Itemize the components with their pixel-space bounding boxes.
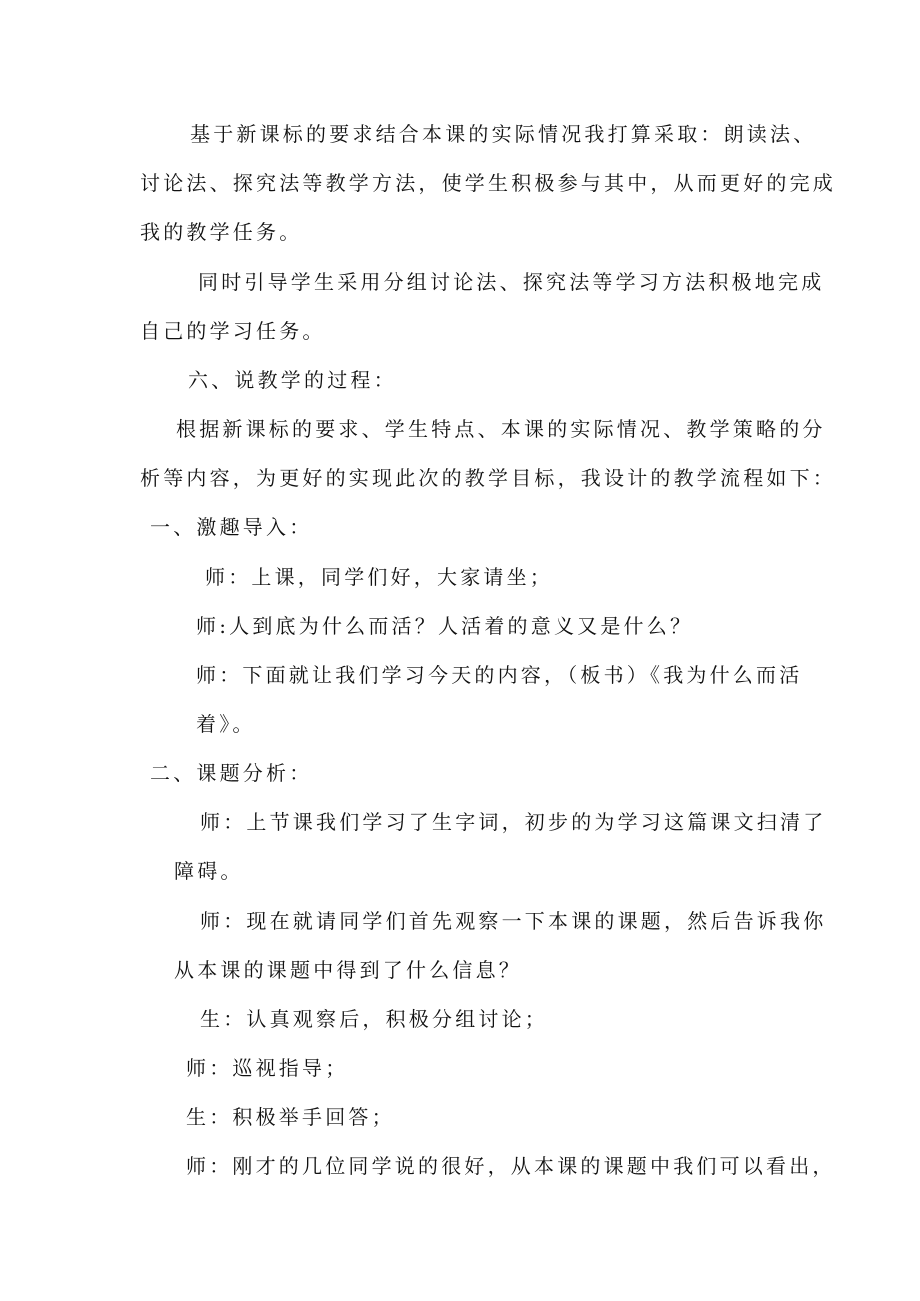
dialogue-line: 着》。: [196, 712, 256, 736]
dialogue-line: 师:人到底为什么而活？人活着的意义又是什么？: [196, 614, 694, 638]
section-heading: 二、课题分析：: [150, 761, 313, 785]
paragraph-line: 讨论法、探究法等教学方法，使学生积极参与其中，从而更好的完成: [140, 171, 836, 195]
dialogue-line: 生：认真观察后，积极分组讨论；: [200, 1007, 548, 1031]
paragraph-line: 自己的学习任务。: [140, 319, 326, 343]
dialogue-line: 师：上节课我们学习了生字词，初步的为学习这篇课文扫清了: [200, 810, 827, 834]
dialogue-line: 生：积极举手回答；: [186, 1105, 395, 1129]
dialogue-line: 师：上课，同学们好，大家请坐；: [205, 565, 553, 589]
dialogue-line: 从本课的课题中得到了什么信息？: [174, 958, 522, 982]
dialogue-line: 师：巡视指导；: [186, 1056, 349, 1080]
paragraph-line: 析等内容，为更好的实现此次的教学目标，我设计的教学流程如下：: [140, 466, 836, 490]
dialogue-line: 师：刚才的几位同学说的很好，从本课的课题中我们可以看出，: [186, 1154, 836, 1178]
dialogue-line: 障碍。: [174, 859, 244, 883]
section-heading: 六、说教学的过程：: [188, 368, 397, 392]
dialogue-line: 师：现在就请同学们首先观察一下本课的课题，然后告诉我你: [200, 909, 827, 933]
dialogue-line: 师：下面就让我们学习今天的内容，（板书）《我为什么而活: [196, 663, 803, 687]
paragraph-line: 我的教学任务。: [140, 220, 303, 244]
paragraph-line: 基于新课标的要求结合本课的实际情况我打算采取：朗读法、: [190, 122, 817, 146]
section-heading: 一、激趣导入：: [150, 515, 313, 539]
paragraph-line: 同时引导学生采用分组讨论法、探究法等学习方法积极地完成: [198, 270, 825, 294]
paragraph-line: 根据新课标的要求、学生特点、本课的实际情况、教学策略的分: [176, 417, 826, 441]
